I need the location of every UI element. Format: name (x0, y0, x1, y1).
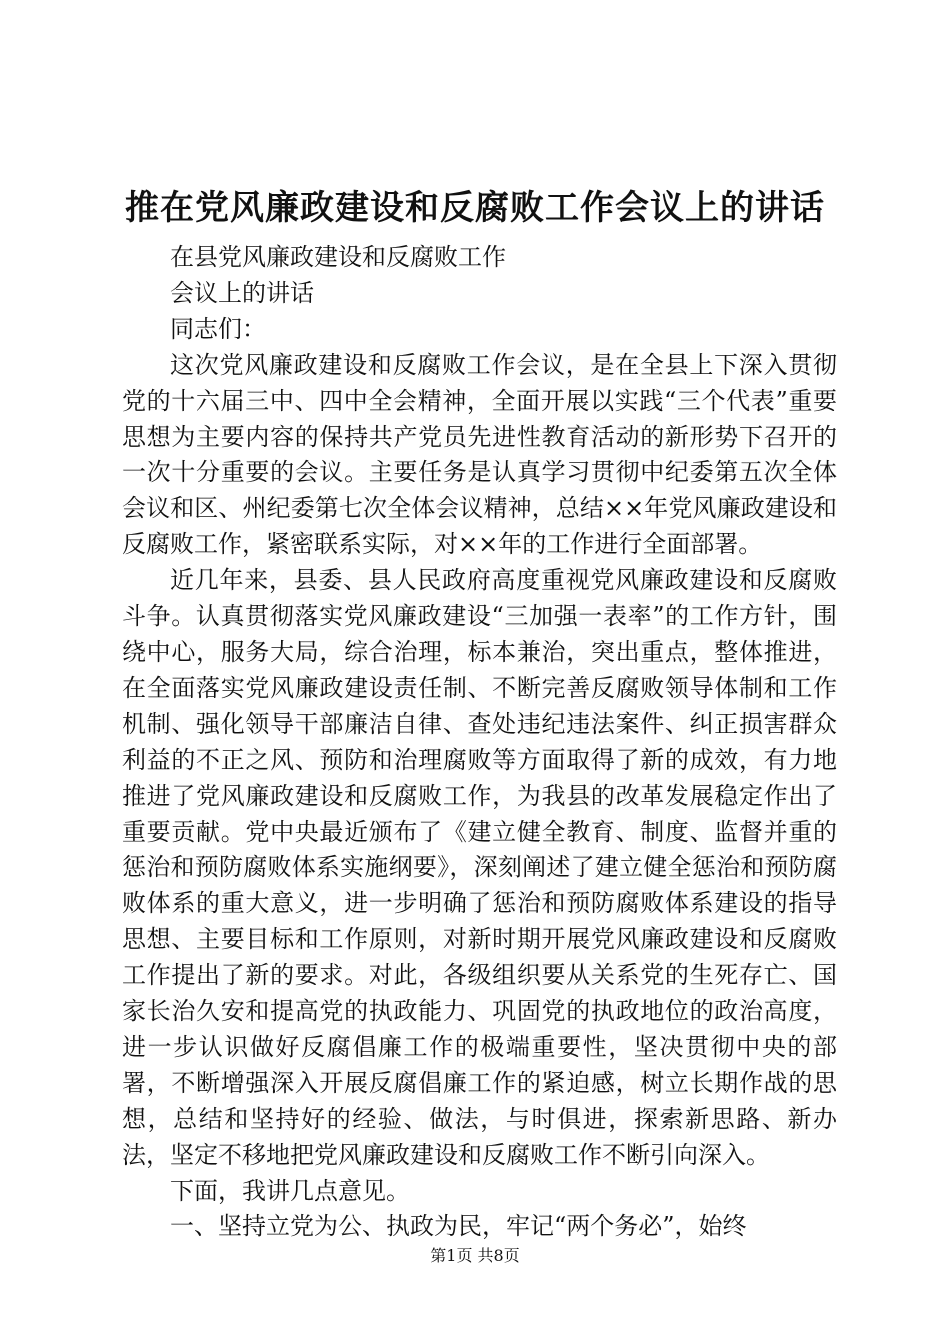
page-indicator: 第1页 共8页 (430, 1246, 520, 1265)
salutation: 同志们： (170, 314, 266, 343)
paragraph-transition: 下面，我讲几点意见。 (170, 1176, 410, 1205)
subtitle-line-1: 在县党风廉政建设和反腐败工作 (170, 243, 506, 271)
paragraph-section-one: 一、坚持立党为公、执政为民，牢记“两个务必”，始终 (170, 1212, 747, 1241)
document-body (122, 240, 837, 1245)
document-title: 推在党风廉政建设和反腐败工作会议上的讲话 (125, 188, 825, 228)
subtitle-line-2: 会议上的讲话 (170, 278, 314, 307)
paragraph-review: 近几年来，县委、县人民政府高度重视党风廉政建设和反腐败斗争。认真贯彻落实党风廉政建设“三加强一表率”的工作方针，围绕中心，服务大局，综合治理，标本兼治，突出重点，整体推进，在全面落实党风廉政建设责任制、不断完善反腐败领导体制和工作机制、强化领导干部廉洁自律、查处违纪违法案件、纠正损害群众利益的不正之风、预防和治理腐败等方面取得了新的成效，有力地推进了党风廉政建设和反腐败工作，为我县的改革发展稳定作出了重要贡献。党中央最近颁布了《建立健全教育、制度、监督并重的惩治和预防腐败体系实施纲要》，深刻阐述了建立健全惩治和预防腐败体系的重大意义，进一步明确了惩治和预防腐败体系建设的指导思想、主要目标和工作原则，对新时期开展党风廉政建设和反腐败工作提出了新的要求。对此，各级组织要从关系党的生死存亡、国家长治久安和提高党的执政能力、巩固党的执政地位的政治高度，进一步认识做好反腐倡廉工作的极端重要性，坚决贯彻中央的部署，不断增强深入开展反腐倡廉工作的紧迫感，树立长期作战的思想，总结和坚持好的经验、做法，与时俱进，探索新思路、新办法，坚定不移地把党风廉政建设和反腐败工作不断引向深入。 (122, 566, 837, 1169)
paragraph-intro: 这次党风廉政建设和反腐败工作会议，是在全县上下深入贯彻党的十六届三中、四中全会精神，全面开展以实践“三个代表”重要思想为主要内容的保持共产党员先进性教育活动的新形势下召开的一次十分重要的会议。主要任务是认真学习贯彻中纪委第五次全体会议和区、州纪委第七次全体会议精神，总结××年党风廉政建设和反腐败工作，紧密联系实际，对××年的工作进行全面部署。 (122, 350, 837, 559)
